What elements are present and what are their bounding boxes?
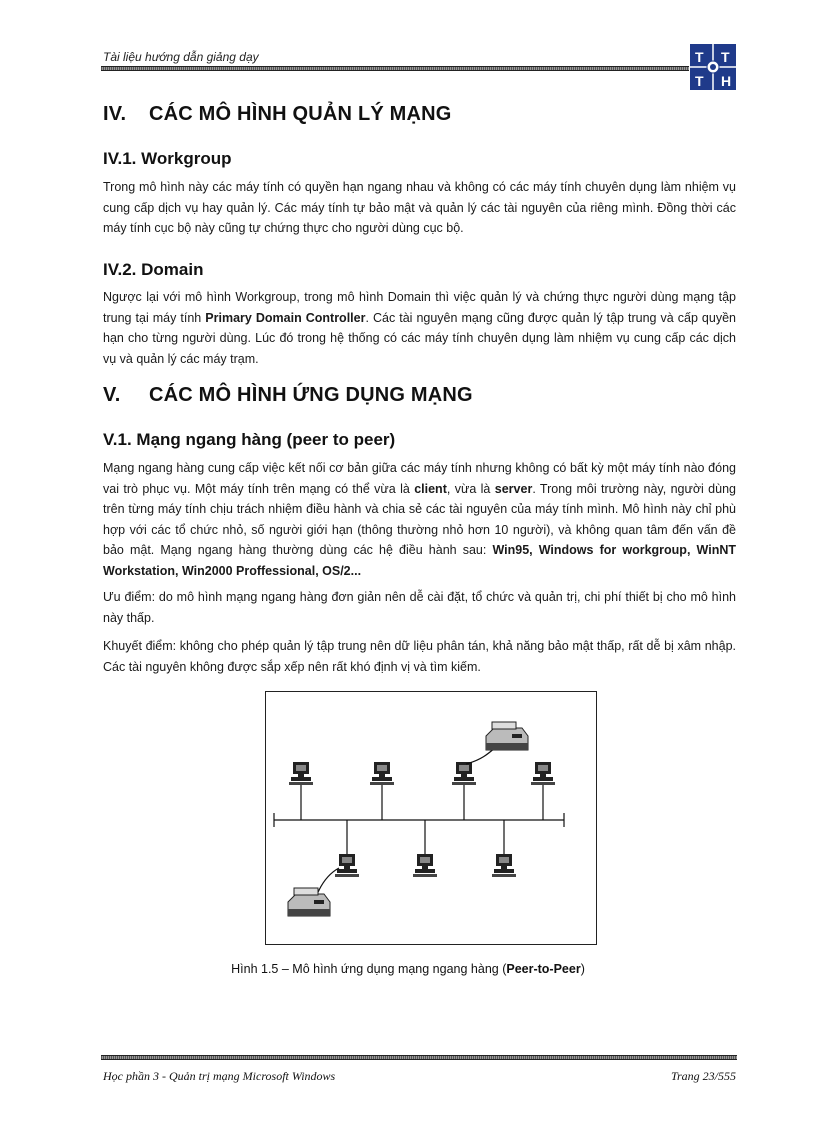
pdc-term: Primary Domain Controller	[205, 310, 366, 325]
footer-page-number: Trang 23/555	[670, 1069, 736, 1083]
section-4-2-heading: IV.2. Domain	[103, 260, 204, 279]
section-5-number: V.	[103, 384, 121, 406]
section-4-number: IV.	[103, 103, 127, 125]
ttth-logo	[689, 43, 737, 91]
printer-icon	[288, 888, 330, 916]
header-rule	[101, 66, 689, 71]
computer-icon	[531, 762, 555, 785]
computer-icon	[452, 762, 476, 785]
section-5-title: CÁC MÔ HÌNH ỨNG DỤNG MẠNG	[149, 384, 473, 406]
advantages-paragraph: Ưu điểm: do mô hình mạng ngang hàng đơn giản nên dễ cài đặt, tổ chức và quản trị, chi phí thiết bị cho mô hình này thấp.	[103, 590, 736, 625]
svg-text:H: H	[721, 73, 732, 89]
section-4-1-heading: IV.1. Workgroup	[103, 149, 232, 168]
peer-to-peer-diagram	[266, 692, 596, 944]
section-5-1-heading: V.1. Mạng ngang hàng (peer to peer)	[103, 430, 396, 449]
section-5-heading	[103, 384, 473, 407]
printer-icon	[486, 722, 528, 750]
figure-caption: Hình 1.5 – Mô hình ứng dụng mạng ngang hàng (Peer-to-Peer)	[231, 962, 585, 976]
section-5-1-paragraph-1: Mạng ngang hàng cung cấp việc kết nối cơ bản giữa các máy tính nhưng không có bất kỳ một máy tính nào đóng vai trò phục vụ. Một máy tính trên mạng có thể vừa là client, vừa là server. Trong môi trường này, người dùng trên từng máy tính chịu trách nhiệm điều hành và chia sẻ các tài nguyên của máy tính mình. Mô hình này chỉ phù hợp với các tổ chức nhỏ, số người giới hạn (thông thường nhỏ hơn 10 người), và không quan tâm đến vấn đề bảo mật. Mạng ngang hàng thường dùng các hệ điều hành sau: Win95, Windows for workgroup, WinNT Workstation, Win2000 Proffessional, OS/2...	[103, 461, 736, 578]
section-4-1-paragraph: Trong mô hình này các máy tính có quyền hạn ngang nhau và không có các máy tính chuyên dụng làm nhiệm vụ cung cấp dịch vụ hay quản lý. Các máy tính tự bảo mật và quản lý các tài nguyên của riêng mình. Đồng thời các máy tính cục bộ này cũng tự chứng thực cho người dùng cục bộ.	[103, 180, 736, 235]
footer-course: Học phần 3 - Quản trị mạng Microsoft Windows	[103, 1069, 336, 1083]
computer-icon	[492, 854, 516, 877]
svg-text:T: T	[721, 49, 730, 65]
svg-text:T: T	[695, 49, 704, 65]
footer-rule	[101, 1055, 737, 1060]
section-4-heading	[103, 103, 452, 126]
os-list: Win95, Windows for workgroup, WinNT Workstation, Win2000 Proffessional, OS/2...	[103, 543, 736, 578]
header-title: Tài liệu hướng dẫn giảng dạy	[103, 50, 259, 64]
svg-text:T: T	[695, 73, 704, 89]
computer-icon	[413, 854, 437, 877]
network-diagram-frame	[265, 691, 597, 945]
computer-icon	[289, 762, 313, 785]
section-4-title: CÁC MÔ HÌNH QUẢN LÝ MẠNG	[149, 103, 452, 125]
computer-icon	[335, 854, 359, 877]
disadvantages-paragraph: Khuyết điểm: không cho phép quản lý tập trung nên dữ liệu phân tán, khả năng bảo mật thấp, rất dễ bị xâm nhập. Các tài nguyên không được sắp xếp nên rất khó định vị và tìm kiếm.	[103, 639, 736, 674]
computer-icon	[370, 762, 394, 785]
section-4-2-paragraph: Ngược lại với mô hình Workgroup, trong mô hình Domain thì việc quản lý và chứng thực người dùng mạng tập trung tại máy tính Primary Domain Controller. Các tài nguyên mạng cũng được quản lý tập trung và cấp quyền hạn cho từng người dùng. Lúc đó trong hệ thống có các máy tính chuyên dụng làm nhiệm vụ cung cấp các dịch vụ và quản lý các máy trạm.	[103, 290, 736, 366]
